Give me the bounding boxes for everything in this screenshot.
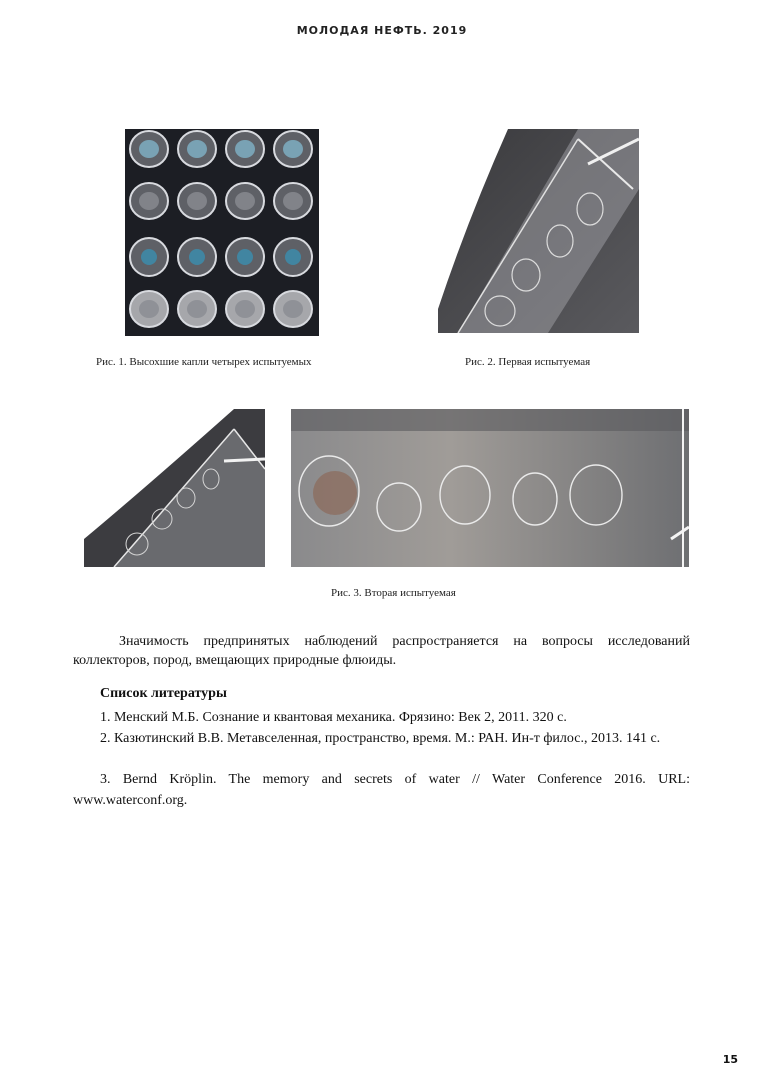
figure-3a-image <box>84 409 265 567</box>
reference-item: 1. Менский М.Б. Сознание и квантовая механика. Фрязино: Век 2, 2011. 320 с. <box>100 710 567 725</box>
running-header: МОЛОДАЯ НЕФТЬ. 2019 <box>296 24 468 37</box>
references-title: Список литературы <box>100 686 227 701</box>
reference-item: 2. Казютинский В.В. Метавселенная, пространство, время. М.: РАН. Ин-т филос., 2013. 141 с. <box>100 731 661 746</box>
figure-3-caption: Рис. 3. Вторая испытуемая <box>331 587 456 599</box>
figure-1-image <box>125 129 319 336</box>
figure-3b-image <box>291 409 689 567</box>
figure-1-caption: Рис. 1. Высохшие капли четырех испытуемых <box>96 356 312 368</box>
page-number: 15 <box>722 1053 738 1066</box>
figure-2-caption: Рис. 2. Первая испытуемая <box>465 356 591 368</box>
body-paragraph: Значимость предпринятых наблюдений распространяется на вопросы исследований коллекторов, пород, вмещающих природные флюиды. <box>73 634 690 668</box>
reference-item: 3. Bernd Kröplin. The memory and secrets of water // Water Conference 2016. URL: www.waterconf.org. <box>73 772 690 808</box>
figure-2-image <box>438 129 639 333</box>
